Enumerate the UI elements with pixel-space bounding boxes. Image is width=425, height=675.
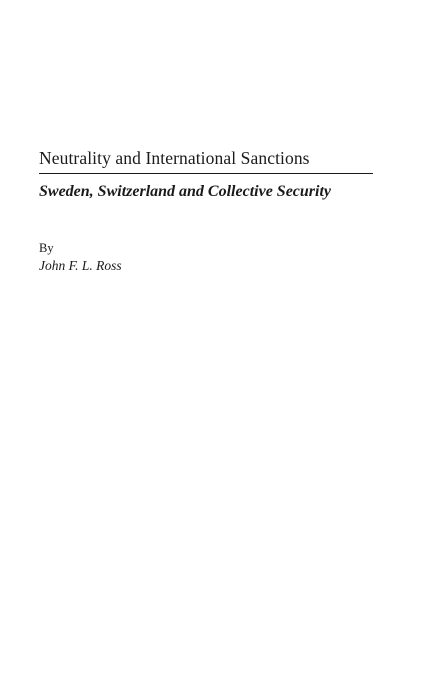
author-name: John F. L. Ross [39,258,122,273]
book-subtitle: Sweden, Switzerland and Collective Security [39,183,332,200]
book-title: Neutrality and International Sanctions [39,148,310,168]
by-label: By [39,241,54,255]
title-divider [39,173,373,174]
